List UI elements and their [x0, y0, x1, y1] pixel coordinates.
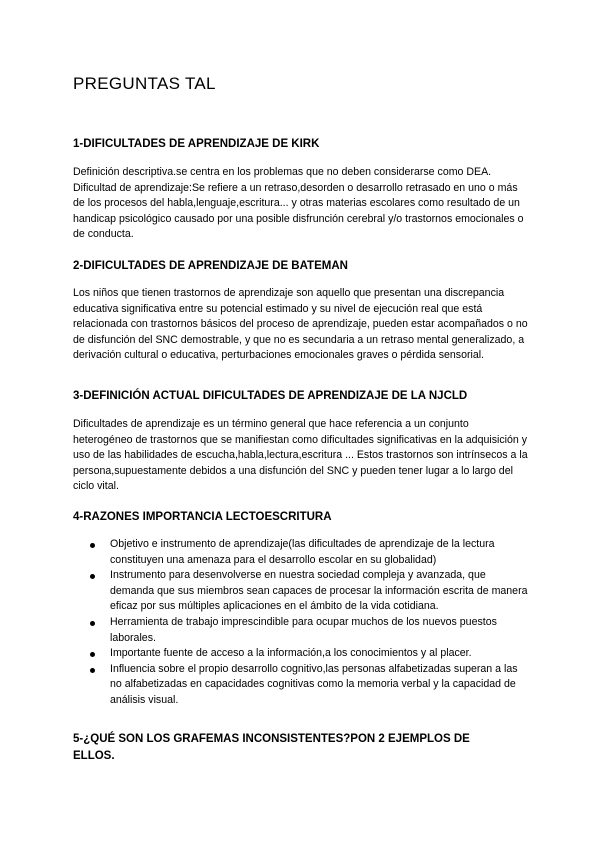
section-3-paragraph: Dificultades de aprendizaje es un término general que hace referencia a un conjunto heterogéneo de trastornos que se manifiestan como dificultades significativas en la adquisición y uso de las habilidades de escucha,habla,lectura,escritura ... Estos trastornos son intrínsecos a la persona,supuestamente debidos a una disfunción del SNC y pueden tener lugar a lo largo del ciclo vital.	[73, 418, 528, 493]
document-title: PREGUNTAS TAL	[73, 74, 216, 93]
list-item	[73, 646, 528, 662]
list-item-text: Objetivo e instrumento de aprendizaje(las dificultades de aprendizaje de la lectura constituyen una amenaza para el desarrollo escolar en su globalidad)	[110, 538, 495, 566]
list-item-text: Instrumento para desenvolverse en nuestra sociedad compleja y avanzada, que demanda que sus miembros sean capaces de procesar la información escrita de manera eficaz por sus múltiples aplicaciones en el ámbito de la vida cotidiana.	[110, 569, 528, 613]
bullet-icon	[90, 652, 95, 657]
section-4-heading: 4-RAZONES IMPORTANCIA LECTOESCRITURA	[73, 511, 332, 523]
section-3-heading: 3-DEFINICIÓN ACTUAL DIFICULTADES DE APRENDIZAJE DE LA NJCLD	[73, 390, 468, 402]
section-2-heading: 2-DIFICULTADES DE APRENDIZAJE DE BATEMAN	[73, 260, 348, 272]
section-1-heading: 1-DIFICULTADES DE APRENDIZAJE DE KIRK	[73, 138, 320, 150]
list-item	[73, 568, 528, 615]
section-1-paragraph: Definición descriptiva.se centra en los problemas que no deben considerarse como DEA. Dificultad de aprendizaje:Se refiere a un retraso,desorden o desarrollo retrasado en uno o más de los procesos del habla,lenguaje,escritura... y otras materias escolares como resultado de un handicap psicológico causado por una posible disfrunción cerebral y/o trastornos emocionales o de conducta.	[73, 166, 524, 241]
bullet-icon	[90, 543, 95, 548]
bullet-icon	[90, 574, 95, 579]
section-4-bullet-list	[73, 537, 528, 709]
list-item-text: Herramienta de trabajo imprescindible para ocupar muchos de los nuevos puestos laborales.	[110, 615, 497, 644]
list-item	[73, 537, 528, 568]
list-item	[73, 615, 528, 646]
list-item-text: Importante fuente de acceso a la información,a los conocimientos y al placer.	[110, 647, 472, 660]
list-item-text: Influencia sobre el propio desarrollo cognitivo,las personas alfabetizadas superan a las no alfabetizadas en capacidades cognitivas como la memoria verbal y la capacidad de análisis visual.	[110, 662, 518, 706]
list-item	[73, 662, 528, 709]
bullet-icon	[90, 621, 95, 626]
bullet-icon	[90, 668, 95, 673]
section-5-heading: 5-¿QUÉ SON LOS GRAFEMAS INCONSISTENTES?PON 2 EJEMPLOS DE ELLOS.	[73, 733, 470, 762]
section-2-paragraph: Los niños que tienen trastornos de aprendizaje son aquello que presentan una discrepancia educativa significativa entre su potencial estimado y su nivel de ejecución real que está relacionada con trastornos básicos del proceso de aprendizaje, pueden estar acompañados o no de disfunción del SNC demostrable, y que no es secundaria a un retraso mental generalizado, a derivación cultural o educativa, perturbaciones emocionales graves o pérdida sensorial.	[73, 287, 528, 362]
